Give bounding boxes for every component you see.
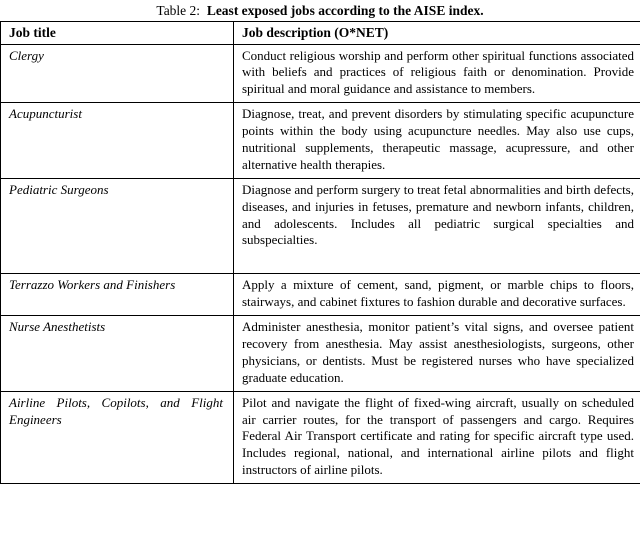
job-title: Acupuncturist — [1, 103, 234, 179]
job-description: Conduct religious worship and perform other spiritual functions associated with beliefs and practices of religious faith or denomination. Provide spiritual and moral guidance and assistance to members. — [234, 44, 640, 103]
table-row — [1, 274, 640, 316]
job-title: Terrazzo Workers and Finishers — [1, 274, 234, 316]
table-row — [1, 44, 640, 103]
table-row — [1, 103, 640, 179]
job-description: Pilot and navigate the flight of fixed-wing aircraft, usually on scheduled air carrier routes, for the transport of passengers and cargo. Requires Federal Air Transport certificate and rating for specific aircraft type used. Includes regional, national, and international airline pilots and flight instructors of airline pilots. — [234, 391, 640, 483]
job-title: Nurse Anesthetists — [1, 316, 234, 392]
least-exposed-jobs-table — [0, 21, 640, 484]
job-description: Apply a mixture of cement, sand, pigment, or marble chips to floors, stairways, and cabinet fixtures to fashion durable and decorative surfaces. — [234, 274, 640, 316]
job-description: Diagnose, treat, and prevent disorders by stimulating specific acupuncture points within the body using acupuncture needles. May also use cups, nutritional supplements, therapeutic massage, acupressure, and other alternative health therapies. — [234, 103, 640, 179]
job-description: Diagnose and perform surgery to treat fetal abnormalities and birth defects, diseases, and injuries in fetuses, premature and newborn infants, children, and adolescents. Includes all pediatric surgical specialties and subspecialties. — [234, 178, 640, 274]
table-row — [1, 178, 640, 274]
table-row — [1, 391, 640, 483]
job-title: Airline Pilots, Copilots, and Flight Engineers — [1, 391, 234, 483]
column-header-job-title: Job title — [1, 22, 234, 45]
job-title: Clergy — [1, 44, 234, 103]
table-caption — [0, 0, 640, 21]
column-header-job-description: Job description (O*NET) — [234, 22, 640, 45]
job-description: Administer anesthesia, monitor patient’s vital signs, and oversee patient recovery from anesthesia. May assist anesthesiologists, surgeons, other physicians, or dentists. Must be registered nurses who have specialized graduate education. — [234, 316, 640, 392]
table-caption-label: Table 2: — [156, 3, 201, 18]
table-row — [1, 316, 640, 392]
table-caption-title: Least exposed jobs according to the AISE index. — [206, 3, 484, 18]
job-title: Pediatric Surgeons — [1, 178, 234, 274]
header-row — [1, 22, 640, 45]
